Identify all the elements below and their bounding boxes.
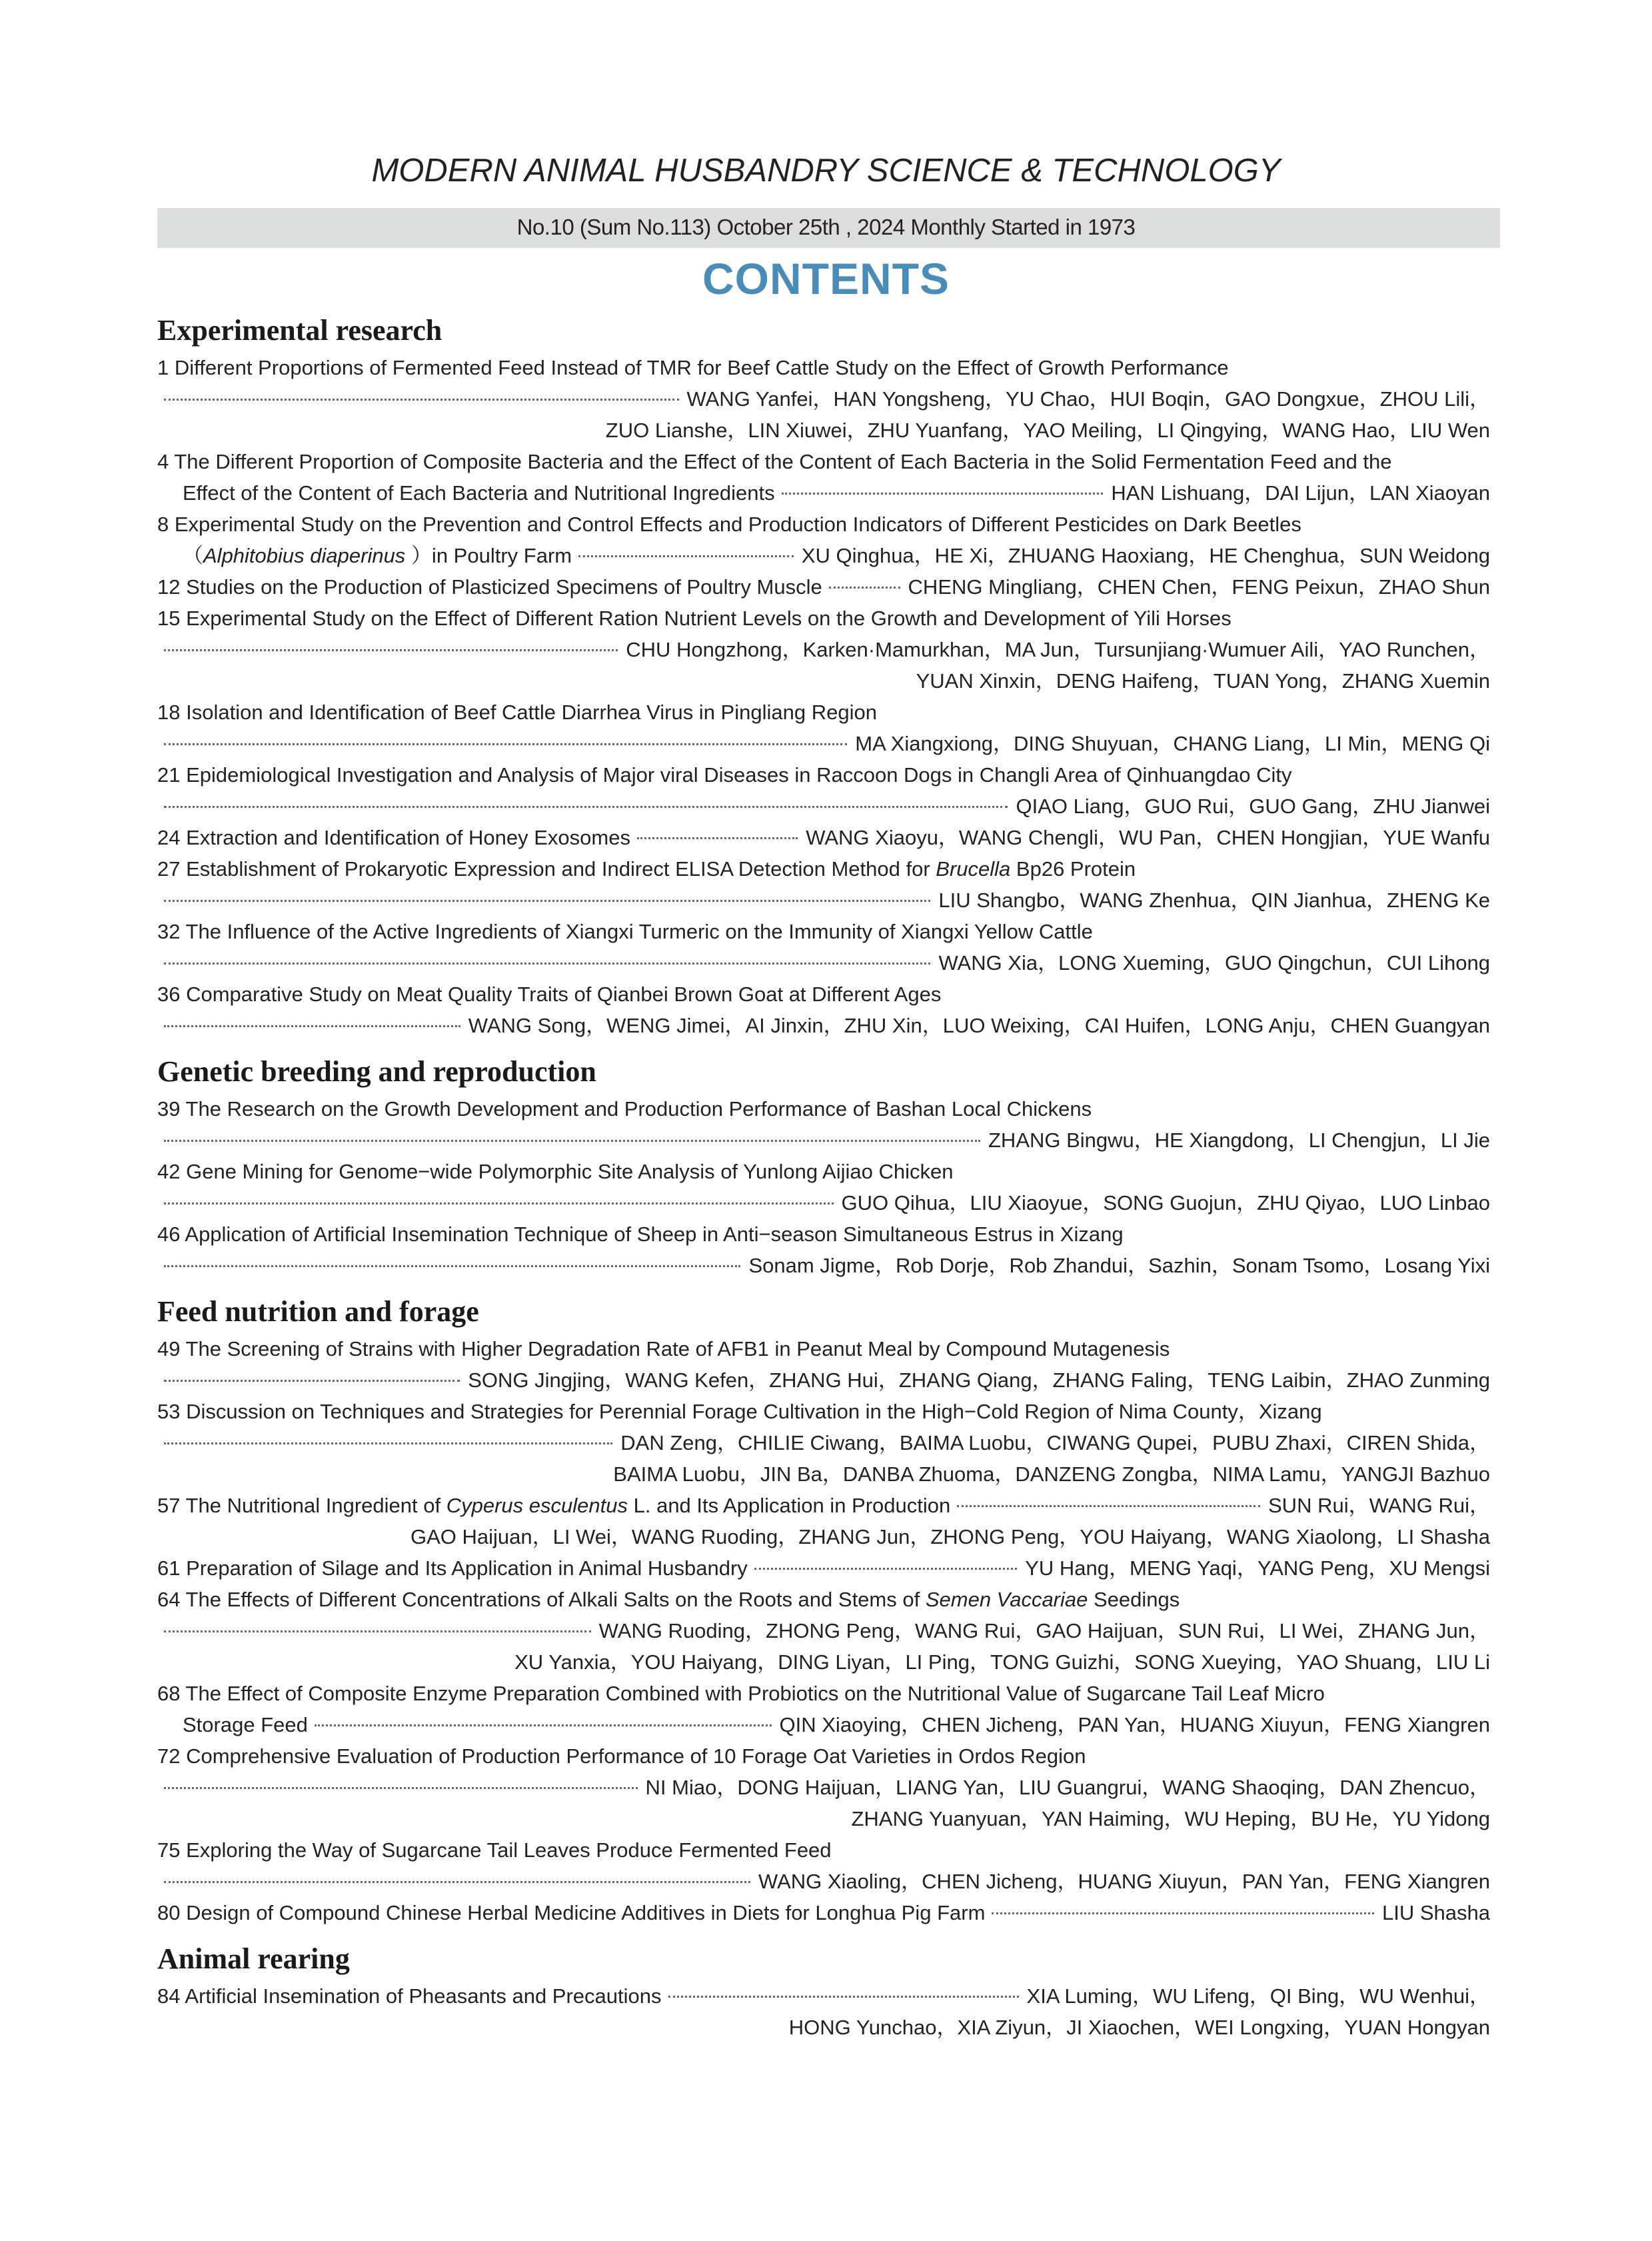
issue-info: No.10 (Sum No.113) October 25th , 2024 Monthly Started in 1973 (516, 215, 1136, 239)
journal-title: MODERN ANIMAL HUSBANDRY SCIENCE & TECHNOLOGY (371, 153, 1281, 189)
article-title: Application of Artificial Insemination Technique of Sheep in Anti−season Simultaneous Estrus in Xizang (185, 1222, 1124, 1246)
toc-line (157, 1218, 1490, 1250)
leader-dots (164, 399, 679, 401)
entry-title-group (157, 759, 1292, 791)
toc-line (157, 1552, 1490, 1584)
toc-line (157, 1740, 1490, 1772)
toc-line (157, 1615, 1490, 1646)
article-title: Extraction and Identification of Honey Exosomes (186, 826, 630, 849)
leader-dots (164, 963, 930, 965)
toc-line (157, 1803, 1490, 1834)
entry-title-group (157, 1584, 1180, 1615)
section-heading: Experimental research (157, 314, 442, 347)
toc-line (157, 759, 1490, 791)
article-title-rest: Seedings (1094, 1588, 1180, 1611)
article-authors: WANG Song，WENG Jimei，AI Jinxin，ZHU Xin，LUO Weixing，CAI Huifen，LONG Anju，CHEN Guangyan (468, 1014, 1490, 1037)
leader-dots (164, 806, 1008, 808)
page-number: 39 (157, 1097, 181, 1120)
page-number: 46 (157, 1222, 181, 1246)
article-authors: HONG Yunchao，XIA Ziyun，JI Xiaochen，WEI Longxing，YUAN Hongyan (788, 2016, 1490, 2039)
toc-line (157, 1250, 1490, 1281)
toc-line (157, 1584, 1490, 1615)
leader-dots (668, 1996, 1019, 1998)
article-title-italic: Brucella (936, 857, 1011, 881)
article-title: The Nutritional Ingredient of (185, 1494, 441, 1517)
page-number: 53 (157, 1400, 181, 1423)
page-number: 42 (157, 1160, 181, 1183)
toc-line (157, 446, 1490, 477)
entry-title-group (157, 1093, 1092, 1124)
article-authors: ZHANG Bingwu，HE Xiangdong，LI Chengjun，LI Jie (988, 1128, 1490, 1152)
leader-dots (829, 587, 900, 589)
paren-open: （ (183, 544, 203, 567)
entry-title-group (157, 822, 630, 853)
entry-title-group (157, 1678, 1325, 1709)
toc-line (157, 1646, 1490, 1678)
entry-title-group (157, 1333, 1170, 1364)
toc-line (157, 1897, 1490, 1928)
page-number: 1 (157, 356, 169, 379)
page-number: 80 (157, 1901, 181, 1924)
article-title-cont: Effect of the Content of Each Bacteria and Nutritional Ingredients (183, 481, 775, 505)
article-authors: GUO Qihua，LIU Xiaoyue，SONG Guojun，ZHU Qiyao，LUO Linbao (841, 1191, 1490, 1214)
leader-dots (578, 555, 794, 557)
section-heading: Genetic breeding and reproduction (157, 1055, 596, 1088)
leader-dots (164, 1025, 460, 1027)
article-authors: CHU Hongzhong，Karken·Mamurkhan，MA Jun，Tursunjiang·Wumuer Aili，YAO Runchen， (626, 638, 1490, 661)
section-heading: Feed nutrition and forage (157, 1295, 479, 1328)
article-title: Comparative Study on Meat Quality Traits of Qianbei Brown Goat at Different Ages (186, 983, 942, 1006)
article-authors: MA Xiangxiong，DING Shuyuan，CHANG Liang，LI Min，MENG Qi (855, 732, 1490, 755)
toc-line (157, 415, 1490, 446)
toc-line (157, 822, 1490, 853)
article-authors: XU Yanxia，YOU Haiyang，DING Liyan，LI Ping，TONG Guizhi，SONG Xueying，YAO Shuang，LIU Li (514, 1650, 1490, 1674)
page-number: 72 (157, 1744, 181, 1768)
toc-line (157, 1156, 1490, 1187)
page-number: 18 (157, 701, 181, 724)
entry-title-group (157, 1552, 748, 1584)
toc-line (157, 1980, 1490, 2012)
article-title: Experimental Study on the Effect of Different Ration Nutrient Levels on the Growth and Development of Yili Horses (186, 607, 1232, 630)
toc-line (157, 1093, 1490, 1124)
article-authors: HAN Lishuang，DAI Lijun，LAN Xiaoyan (1111, 481, 1490, 505)
article-authors: QIAO Liang，GUO Rui，GUO Gang，ZHU Jianwei (1016, 795, 1490, 818)
article-title: Comprehensive Evaluation of Production Performance of 10 Forage Oat Varieties in Ordos Region (186, 1744, 1086, 1768)
entry-title-group (157, 1396, 1322, 1427)
page-number: 21 (157, 763, 181, 787)
entry-title-group (157, 1156, 953, 1187)
page-number: 64 (157, 1588, 181, 1611)
toc-line (157, 603, 1490, 634)
toc-line (157, 1396, 1490, 1427)
toc-line (157, 509, 1490, 540)
leader-dots (992, 1912, 1374, 1914)
article-authors: YUAN Xinxin，DENG Haifeng，TUAN Yong，ZHANG Xuemin (916, 669, 1490, 693)
article-authors: ZHANG Yuanyuan，YAN Haiming，WU Heping，BU He，YU Yidong (851, 1807, 1490, 1830)
article-title: Experimental Study on the Prevention and Control Effects and Production Indicators of Different Pesticides on Dark Beetles (174, 513, 1301, 536)
page-number: 24 (157, 826, 181, 849)
toc-line (157, 1490, 1490, 1521)
page-number: 32 (157, 920, 181, 943)
entry-title-cont (157, 540, 572, 571)
toc-line (157, 634, 1490, 665)
page-number: 12 (157, 575, 181, 599)
leader-dots (164, 1380, 460, 1382)
entry-title-group (157, 853, 1136, 885)
section-heading: Animal rearing (157, 1942, 350, 1975)
toc-line (157, 1709, 1490, 1740)
toc-line (157, 979, 1490, 1010)
page-number: 27 (157, 857, 181, 881)
toc-line (157, 571, 1490, 603)
toc-line (157, 1427, 1490, 1458)
article-title: Gene Mining for Genome−wide Polymorphic Site Analysis of Yunlong Aijiao Chicken (186, 1160, 954, 1183)
toc-line (157, 791, 1490, 822)
entry-title-group (157, 979, 941, 1010)
article-title: The Effect of Composite Enzyme Preparation Combined with Probiotics on the Nutritional Value of Sugarcane Tail Leaf Micro (185, 1682, 1325, 1705)
article-authors: XU Qinghua，HE Xi，ZHUANG Haoxiang，HE Chenghua，SUN Weidong (801, 544, 1490, 567)
entry-title-group (157, 1834, 832, 1866)
article-title: The Different Proportion of Composite Bacteria and the Effect of the Content of Each Bacteria in the Solid Fermentation Feed and the (174, 450, 1392, 473)
article-title: Isolation and Identification of Beef Cattle Diarrhea Virus in Pingliang Region (186, 701, 877, 724)
page-number: 61 (157, 1556, 181, 1580)
article-authors: WANG Xiaoling，CHEN Jicheng，HUANG Xiuyun，PAN Yan，FENG Xiangren (758, 1870, 1490, 1893)
article-title: Exploring the Way of Sugarcane Tail Leaves Produce Fermented Feed (186, 1838, 832, 1862)
article-title-rest: L. and Its Application in Production (633, 1494, 951, 1517)
toc-line (157, 1834, 1490, 1866)
toc-line (157, 540, 1490, 571)
leader-dots (164, 649, 618, 651)
article-title: The Influence of the Active Ingredients of Xiangxi Turmeric on the Immunity of Xiangxi Yellow Cattle (185, 920, 1093, 943)
entry-title-group (157, 1490, 950, 1521)
article-title: The Screening of Strains with Higher Degradation Rate of AFB1 in Peanut Meal by Compound Mutagenesis (185, 1337, 1170, 1360)
article-title-cont: Storage Feed (183, 1713, 308, 1736)
article-authors: ZUO Lianshe，LIN Xiuwei，ZHU Yuanfang，YAO Meiling，LI Qingying，WANG Hao，LIU Wen (605, 419, 1490, 442)
article-authors: LIU Shasha (1382, 1901, 1490, 1924)
toc-line (157, 1333, 1490, 1364)
table-of-contents (157, 312, 1490, 2043)
toc-line (157, 1364, 1490, 1396)
entry-title-group (157, 509, 1301, 540)
article-authors: BAIMA Luobu，JIN Ba，DANBA Zhuoma，DANZENG Zongba，NIMA Lamu，YANGJI Bazhuo (613, 1462, 1490, 1486)
toc-line (157, 1866, 1490, 1897)
toc-line (157, 697, 1490, 728)
entry-title-cont (157, 1709, 308, 1740)
page-number: 68 (157, 1682, 181, 1705)
article-authors: GAO Haijuan，LI Wei，WANG Ruoding，ZHANG Jun，ZHONG Peng，YOU Haiyang，WANG Xiaolong，LI Shasha (410, 1525, 1490, 1548)
page-number: 4 (157, 450, 169, 473)
article-authors: DAN Zeng，CHILIE Ciwang，BAIMA Luobu，CIWANG Qupei，PUBU Zhaxi，CIREN Shida， (620, 1431, 1490, 1454)
article-authors: WANG Xia，LONG Xueming，GUO Qingchun，CUI Lihong (938, 951, 1490, 975)
entry-title-group (157, 916, 1093, 947)
contents-title: CONTENTS (702, 254, 950, 303)
leader-dots (315, 1724, 772, 1726)
toc-line (157, 1772, 1490, 1803)
leader-dots (754, 1568, 1017, 1570)
leader-dots (164, 1140, 980, 1142)
entry-title-group (157, 1218, 1124, 1250)
toc-line (157, 1458, 1490, 1490)
toc-line (157, 853, 1490, 885)
entry-title-cont (157, 477, 775, 509)
entry-title-group (157, 1980, 662, 2012)
page-number: 75 (157, 1838, 181, 1862)
article-title-italic: Cyperus esculentus (446, 1494, 628, 1517)
article-title: Establishment of Prokaryotic Expression and Indirect ELISA Detection Method for (186, 857, 930, 881)
leader-dots (164, 1787, 638, 1789)
article-title: The Research on the Growth Development and Production Performance of Bashan Local Chickens (185, 1097, 1092, 1120)
article-authors: Sonam Jigme，Rob Dorje，Rob Zhandui，Sazhin，Sonam Tsomo，Losang Yixi (748, 1254, 1490, 1277)
leader-dots (782, 493, 1103, 495)
toc-line (157, 1010, 1490, 1041)
toc-line (157, 383, 1490, 415)
article-title: Studies on the Production of Plasticized Specimens of Poultry Muscle (186, 575, 822, 599)
article-title: Epidemiological Investigation and Analysis of Major viral Diseases in Raccoon Dogs in Changli Area of Qinhuangdao City (186, 763, 1292, 787)
article-authors: SUN Rui，WANG Rui， (1268, 1494, 1490, 1517)
entry-title-group (157, 1897, 985, 1928)
toc-line (157, 916, 1490, 947)
toc-line (157, 728, 1490, 759)
toc-line (157, 885, 1490, 916)
article-authors: XIA Luming，WU Lifeng，QI Bing，WU Wenhui， (1026, 1984, 1490, 2008)
leader-dots (164, 1265, 740, 1267)
page-number: 8 (157, 513, 169, 536)
entry-title-group (157, 603, 1232, 634)
leader-dots (164, 743, 847, 745)
toc-line (157, 1678, 1490, 1709)
leader-dots (637, 837, 798, 839)
page-number: 57 (157, 1494, 181, 1517)
article-title: Artificial Insemination of Pheasants and Precautions (185, 1984, 662, 2008)
article-authors: LIU Shangbo，WANG Zhenhua，QIN Jianhua，ZHENG Ke (938, 889, 1490, 912)
entry-title-group (157, 352, 1229, 383)
article-title-rest: Bp26 Protein (1016, 857, 1136, 881)
article-title-rest: ）in Poultry Farm (411, 544, 572, 567)
article-title: The Effects of Different Concentrations of Alkali Salts on the Roots and Stems of (185, 1588, 920, 1611)
leader-dots (957, 1505, 1260, 1507)
page-number: 15 (157, 607, 181, 630)
article-title: Design of Compound Chinese Herbal Medicine Additives in Diets for Longhua Pig Farm (186, 1901, 986, 1924)
leader-dots (164, 1881, 750, 1883)
leader-dots (164, 1630, 591, 1632)
leader-dots (164, 1202, 834, 1204)
entry-title-group (157, 446, 1392, 477)
article-title: Different Proportions of Fermented Feed Instead of TMR for Beef Cattle Study on the Effect of Growth Performance (174, 356, 1229, 379)
leader-dots (164, 1442, 612, 1444)
toc-line (157, 665, 1490, 697)
toc-line (157, 947, 1490, 979)
page-number: 49 (157, 1337, 181, 1360)
toc-line (157, 352, 1490, 383)
article-authors: WANG Ruoding，ZHONG Peng，WANG Rui，GAO Haijuan，SUN Rui，LI Wei，ZHANG Jun， (598, 1619, 1490, 1642)
article-authors: NI Miao，DONG Haijuan，LIANG Yan，LIU Guangrui，WANG Shaoqing，DAN Zhencuo， (645, 1776, 1490, 1799)
leader-dots (164, 900, 930, 902)
toc-line (157, 477, 1490, 509)
toc-line (157, 1187, 1490, 1218)
page-number: 84 (157, 1984, 181, 2008)
article-authors: CHENG Mingliang，CHEN Chen，FENG Peixun，ZHAO Shun (908, 575, 1490, 599)
article-authors: WANG Yanfei，HAN Yongsheng，YU Chao，HUI Boqin，GAO Dongxue，ZHOU Lili， (686, 387, 1490, 411)
article-title-italic: Alphitobius diaperinus (203, 544, 406, 567)
entry-title-group (157, 1740, 1086, 1772)
article-title: Discussion on Techniques and Strategies for Perennial Forage Cultivation in the High−Cold Region of Nima County，Xizang (186, 1400, 1322, 1423)
toc-line (157, 2012, 1490, 2043)
article-title-italic: Semen Vaccariae (925, 1588, 1088, 1611)
article-authors: WANG Xiaoyu，WANG Chengli，WU Pan，CHEN Hongjian，YUE Wanfu (806, 826, 1490, 849)
article-authors: QIN Xiaoying，CHEN Jicheng，PAN Yan，HUANG Xiuyun，FENG Xiangren (779, 1713, 1490, 1736)
article-authors: SONG Jingjing，WANG Kefen，ZHANG Hui，ZHANG Qiang，ZHANG Faling，TENG Laibin，ZHAO Zunming (468, 1368, 1490, 1392)
entry-title-group (157, 571, 822, 603)
toc-line (157, 1124, 1490, 1156)
article-title: Preparation of Silage and Its Application in Animal Husbandry (186, 1556, 748, 1580)
article-authors: YU Hang，MENG Yaqi，YANG Peng，XU Mengsi (1025, 1556, 1490, 1580)
toc-line (157, 1521, 1490, 1552)
page-number: 36 (157, 983, 181, 1006)
entry-title-group (157, 697, 877, 728)
